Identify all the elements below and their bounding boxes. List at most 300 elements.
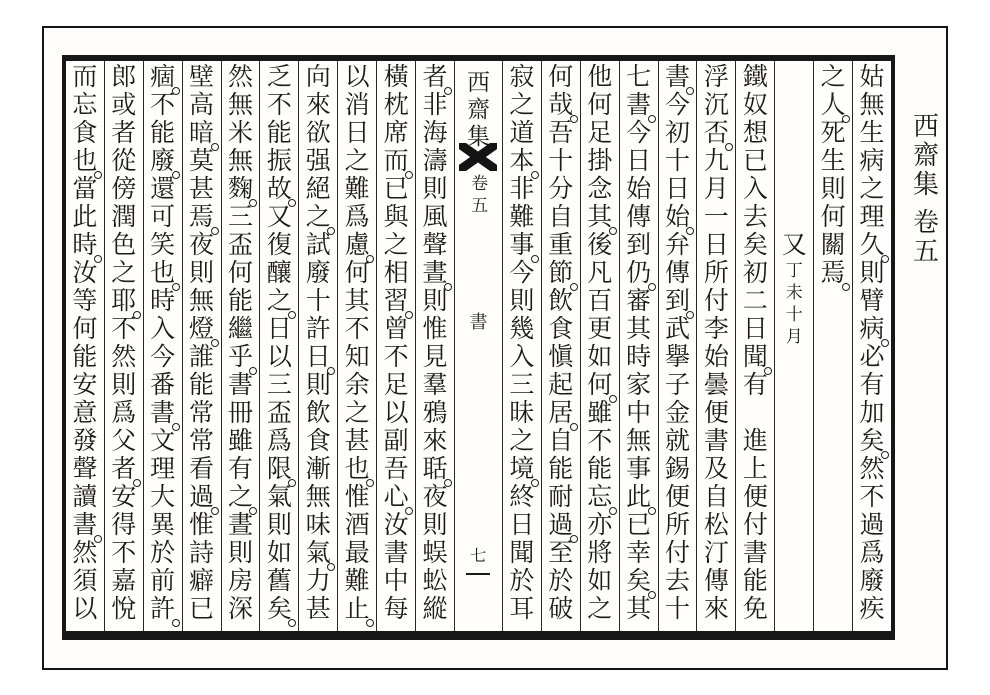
glyph: 以 [344,63,370,91]
glyph: 之 [344,147,370,175]
glyph: 過 [183,483,221,511]
glyph: 悅 [111,595,137,623]
glyph: 安 [72,371,98,399]
glyph: 而 [377,147,415,175]
glyph: 傍 [111,175,137,203]
glyph: 所 [703,259,729,287]
glyph: 風 [422,203,448,231]
glyph: 安 [111,483,137,511]
text-column-14 [337,61,376,631]
glyph: 心 [377,483,415,511]
glyph: 入 [742,175,768,203]
glyph: 審 [626,287,652,315]
glyph: 與 [383,203,409,231]
glyph: 來 [703,595,729,623]
glyph: 時 [66,231,104,259]
glyph: 不 [111,539,137,567]
glyph: 味 [305,511,331,539]
glyph: 之 [344,399,370,427]
glyph: 癖 [189,567,215,595]
glyph: 哉 [542,91,580,119]
text-column-10 [502,61,541,631]
glyph: 之 [299,203,337,231]
glyph: 自 [703,483,729,511]
glyph: 十 [548,147,574,175]
glyph: 能 [227,287,253,315]
glyph: 以 [383,399,409,427]
glyph: 生 [820,147,846,175]
glyph: 難 [344,175,370,203]
glyph: 無 [859,91,885,119]
glyph: 李 [703,315,729,343]
glyph: 大 [150,483,176,511]
glyph: 故 [260,175,298,203]
glyph: 能 [189,371,215,399]
glyph: 此 [620,483,658,511]
glyph: 愼 [548,343,574,371]
glyph: 蜈 [422,539,448,567]
glyph: 飲 [305,399,331,427]
glyph: 便 [703,399,729,427]
glyph: 其 [581,203,619,231]
glyph: 七 [626,63,652,91]
glyph: 常 [189,427,215,455]
reading-circle [172,619,180,627]
glyph: 則 [305,371,331,399]
glyph: 仍 [620,259,658,287]
glyph: 幾 [509,315,535,343]
glyph: 金 [665,399,691,427]
glyph: 甚 [344,427,370,455]
glyph: 免 [742,595,768,623]
glyph: 不 [150,91,176,119]
glyph: 理 [859,203,885,231]
glyph: 焉 [814,259,852,287]
glyph: 之 [820,63,846,91]
glyph: 曾 [383,315,409,343]
glyph: 痼 [144,63,182,91]
glyph: 能 [150,119,176,147]
text-column-4 [735,61,774,631]
glyph: 理 [150,455,176,483]
glyph: 也 [66,147,104,175]
glyph: 日 [266,315,292,343]
glyph: 濤 [422,147,448,175]
columns [66,61,891,631]
glyph: 掛 [587,147,613,175]
glyph: 日 [703,231,729,259]
glyph: 十 [785,304,803,324]
glyph: 如 [587,567,613,595]
banxin-chapter-label: 卷五 [471,174,489,216]
glyph: 昧 [509,399,535,427]
glyph: 久 [853,231,891,259]
glyph: 汀 [703,539,729,567]
reading-circle [842,283,850,291]
glyph: 許 [305,315,331,343]
text-column-12 [415,61,454,631]
glyph: 慮 [338,231,376,259]
glyph: 爲 [859,539,885,567]
glyph: 本 [503,147,541,175]
text-column-13 [376,61,415,631]
glyph: 等 [72,287,98,315]
glyph: 耐 [548,483,574,511]
text-column-8 [580,61,619,631]
glyph: 莫 [189,147,215,175]
glyph: 能 [742,567,768,595]
glyph: 便 [742,483,768,511]
glyph: 百 [587,287,613,315]
glyph: 就 [665,427,691,455]
glyph: 臂 [859,287,885,315]
glyph: 又 [266,203,292,231]
glyph: 死 [820,119,846,147]
glyph: 已 [383,175,409,203]
glyph: 已 [626,511,652,539]
glyph: 則 [859,259,885,287]
glyph: 知 [344,343,370,371]
glyph: 此 [72,203,98,231]
glyph: 然 [227,63,253,91]
glyph: 以 [266,343,292,371]
honorific-space [775,119,813,147]
glyph: 無 [227,91,253,119]
glyph: 於 [509,567,535,595]
glyph: 枕 [383,91,409,119]
glyph: 矣 [620,567,658,595]
glyph: 常 [189,399,215,427]
glyph: 亦 [587,511,613,539]
glyph: 聞 [736,343,774,371]
text-column-2 [813,61,852,631]
glyph: 何 [587,91,613,119]
glyph: 凡 [587,259,613,287]
glyph: 將 [587,539,613,567]
glyph: 强 [305,147,331,175]
glyph: 錫 [665,455,691,483]
glyph: 許 [144,595,182,623]
glyph: 夜 [422,483,448,511]
glyph: 甚 [189,175,215,203]
glyph: 則 [422,175,448,203]
glyph: 初 [665,119,691,147]
text-column-19 [143,61,182,631]
glyph: 異 [150,511,176,539]
glyph: 丁 [785,260,803,280]
glyph: 向 [305,63,331,91]
glyph: 至 [548,539,574,567]
glyph: 忘 [72,91,98,119]
glyph: 絕 [305,175,331,203]
glyph: 釀 [266,259,292,287]
glyph: 傳 [703,567,729,595]
banxin-page-number: 七 [470,548,487,565]
glyph: 則 [509,287,535,315]
glyph: 無 [626,427,652,455]
glyph: 家 [626,371,652,399]
glyph: 書 [66,511,104,539]
glyph: 食 [548,315,574,343]
glyph: 不 [344,315,370,343]
glyph: 何 [72,315,98,343]
glyph: 入 [150,315,176,343]
glyph: 色 [111,231,137,259]
banxin-section-label: 書 [469,312,488,332]
glyph: 燈 [183,315,221,343]
glyph: 今 [509,259,535,287]
honorific-space [775,147,813,175]
glyph: 深 [227,595,253,623]
glyph: 嘉 [111,567,137,595]
glyph: 日 [626,147,652,175]
margin-chapter-label: 卷五 [912,208,939,267]
glyph: 十 [305,287,331,315]
glyph: 止 [338,595,376,623]
glyph: 否 [697,119,735,147]
glyph: 笑 [150,231,176,259]
glyph: 月 [703,175,729,203]
glyph: 之 [383,231,409,259]
glyph: 余 [344,371,370,399]
text-column-15 [298,61,337,631]
glyph: 日 [742,315,768,343]
glyph: 汝 [383,511,409,539]
glyph: 十 [665,147,691,175]
glyph: 之 [509,427,535,455]
glyph: 自 [548,203,574,231]
glyph: 破 [548,595,574,623]
glyph: 能 [72,343,98,371]
glyph: 初 [742,259,768,287]
glyph: 何 [344,259,370,287]
glyph: 米 [227,119,253,147]
glyph: 雖 [587,399,613,427]
glyph: 更 [587,315,613,343]
glyph: 付 [703,287,729,315]
glyph: 事 [503,231,541,259]
glyph: 冊 [227,399,253,427]
glyph: 甚 [305,595,331,623]
glyph: 來 [305,91,331,119]
glyph: 非 [509,175,535,203]
glyph: 漸 [305,455,331,483]
glyph: 日 [665,175,691,203]
glyph: 有 [742,371,768,399]
honorific-space [775,63,813,91]
glyph: 不 [111,315,137,343]
glyph: 何 [227,259,253,287]
glyph: 吾 [548,119,574,147]
glyph: 爲 [266,427,292,455]
glyph: 如 [266,539,292,567]
glyph: 沉 [703,91,729,119]
glyph: 浮 [703,63,729,91]
glyph: 爲 [344,203,370,231]
glyph: 三 [227,203,253,231]
glyph: 羣 [422,371,448,399]
glyph: 繼 [227,315,253,343]
glyph: 書 [742,539,768,567]
glyph: 過 [859,511,885,539]
glyph: 擧 [665,343,691,371]
banxin-foot-line [466,573,490,575]
glyph: 節 [542,259,580,287]
text-column-7 [619,61,658,631]
text-column-21 [66,61,104,631]
glyph: 居 [542,399,580,427]
glyph: 生 [859,119,885,147]
glyph: 海 [422,119,448,147]
text-column-1 [852,61,891,631]
glyph: 氣 [299,539,337,567]
text-column-6 [658,61,697,631]
glyph: 上 [742,455,768,483]
glyph: 廢 [305,259,331,287]
glyph: 不 [587,427,613,455]
glyph: 中 [626,399,652,427]
glyph: 盃 [266,399,292,427]
glyph: 矣 [742,231,768,259]
glyph: 書 [620,91,658,119]
glyph: 傳 [665,259,691,287]
glyph: 書 [144,399,182,427]
glyph: 已 [742,147,768,175]
glyph: 何 [548,63,574,91]
glyph: 也 [144,259,182,287]
glyph: 進 [742,427,768,455]
glyph: 則 [422,287,448,315]
glyph: 松 [703,511,729,539]
fishtail-icon [459,143,497,171]
glyph: 難 [509,203,535,231]
glyph: 病 [853,315,891,343]
glyph: 惟 [189,511,215,539]
glyph: 者 [105,455,143,483]
glyph: 則 [227,539,253,567]
text-column-5 [696,61,735,631]
glyph: 有 [859,371,885,399]
glyph: 誰 [189,343,215,371]
glyph: 幸 [626,539,652,567]
glyph: 足 [383,371,409,399]
glyph: 付 [665,539,691,567]
glyph: 廢 [859,567,885,595]
glyph: 欲 [305,119,331,147]
glyph: 之 [260,287,298,315]
glyph: 意 [72,399,98,427]
glyph: 今 [626,119,652,147]
glyph: 或 [111,91,137,119]
glyph: 席 [383,119,409,147]
glyph: 終 [509,483,535,511]
glyph: 晝 [227,511,253,539]
glyph: 食 [72,119,98,147]
glyph: 父 [111,427,137,455]
glyph: 道 [509,119,535,147]
glyph: 未 [785,282,803,302]
glyph: 然 [111,343,137,371]
glyph: 今 [150,343,176,371]
glyph: 不 [266,91,292,119]
glyph: 能 [548,455,574,483]
glyph: 能 [587,455,613,483]
glyph: 其 [626,595,652,623]
glyph: 忘 [581,483,619,511]
glyph: 飲 [548,287,574,315]
glyph: 耳 [509,595,535,623]
glyph: 看 [189,455,215,483]
glyph: 麴 [222,175,260,203]
glyph: 消 [344,91,370,119]
glyph: 聒 [416,455,454,483]
honorific-space [775,175,813,203]
glyph: 所 [665,511,691,539]
glyph: 境 [503,455,541,483]
glyph: 二 [742,287,768,315]
glyph: 何 [581,371,619,399]
glyph: 限 [260,455,298,483]
glyph: 其 [626,315,652,343]
text-column-3 [774,61,813,631]
glyph: 無 [305,483,331,511]
glyph: 始 [703,343,729,371]
glyph: 高 [189,91,215,119]
glyph: 無 [189,287,215,315]
glyph: 副 [383,427,409,455]
glyph: 讀 [72,483,98,511]
glyph: 廢 [144,147,182,175]
glyph: 其 [344,287,370,315]
glyph: 過 [542,511,580,539]
glyph: 詩 [189,539,215,567]
glyph: 書 [659,63,697,91]
glyph: 之 [859,175,885,203]
honorific-space [736,399,774,427]
glyph: 不 [859,483,885,511]
glyph: 人 [814,91,852,119]
glyph: 可 [150,203,176,231]
text-column-16 [259,61,298,631]
glyph: 今 [665,91,691,119]
glyph: 於 [150,539,176,567]
glyph: 寂 [509,63,535,91]
glyph: 三 [509,371,535,399]
glyph: 難 [344,567,370,595]
glyph: 汝 [72,259,98,287]
glyph: 疾 [859,595,885,623]
glyph: 發 [72,427,98,455]
glyph: 乎 [222,343,260,371]
glyph: 書 [383,539,409,567]
glyph: 盃 [227,231,253,259]
honorific-space [775,203,813,231]
glyph: 關 [820,231,846,259]
glyph: 聲 [72,455,98,483]
glyph: 晝 [416,259,454,287]
glyph: 惟 [344,483,370,511]
glyph: 爲 [111,399,137,427]
glyph: 始 [626,175,652,203]
glyph: 病 [859,147,885,175]
glyph: 之 [222,483,260,511]
glyph: 無 [227,147,253,175]
glyph: 縱 [422,595,448,623]
glyph: 十 [665,595,691,623]
glyph: 房 [227,567,253,595]
glyph: 姑 [859,63,885,91]
glyph: 三 [266,371,292,399]
